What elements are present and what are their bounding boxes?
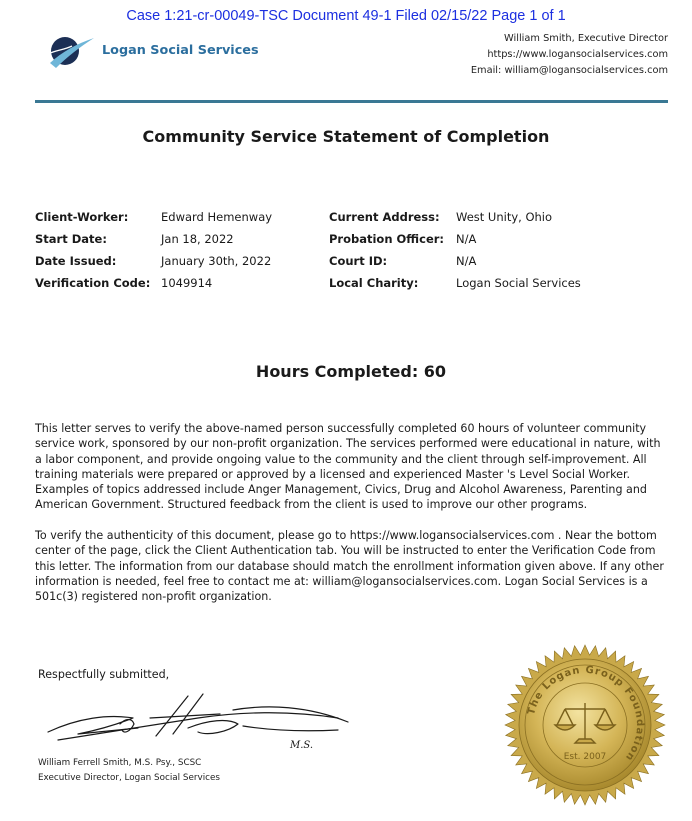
- field-value-court-id: N/A: [456, 254, 477, 268]
- closing-line: Respectfully submitted,: [38, 668, 170, 681]
- contact-website: https://www.logansocialservices.com: [487, 49, 668, 60]
- verification-paragraph: This letter serves to verify the above-named person successfully completed 60 hours of volunteer community service work, sponsored by our non-profit organization. The services performed were educational in nature, with a labor component, and provide ongoing value to the community and the client through self-improvement. All training materials were prepared or approved by a licensed and experienced Master 's Level Social Worker. Examples of topics addressed include Anger Management, Civics, Drug and Alcohol Awareness, Parenting and American Government. Structured feedback from the client is used to improve our other programs.: [35, 422, 661, 512]
- field-value-probation-officer: N/A: [456, 232, 477, 246]
- logo-icon: [46, 30, 96, 70]
- field-value-local-charity: Logan Social Services: [456, 276, 581, 290]
- field-label-probation-officer: Probation Officer:: [329, 232, 445, 246]
- field-label-start-date: Start Date:: [35, 232, 107, 246]
- field-value-start-date: Jan 18, 2022: [161, 232, 234, 246]
- hours-completed: Hours Completed: 60: [255, 362, 447, 381]
- contact-email: Email: william@logansocialservices.com: [470, 65, 668, 76]
- document-title: Community Service Statement of Completion: [142, 127, 550, 146]
- field-value-date-issued: January 30th, 2022: [161, 254, 272, 268]
- gold-seal: [503, 643, 667, 807]
- signer-name: William Ferrell Smith, M.S. Psy., SCSC: [38, 758, 202, 768]
- field-label-verification-code: Verification Code:: [35, 276, 151, 290]
- signer-title: Executive Director, Logan Social Services: [38, 773, 221, 783]
- contact-block: [471, 31, 668, 79]
- field-label-local-charity: Local Charity:: [329, 276, 419, 290]
- seal-ring-text: The Logan Group Foundation: [526, 664, 646, 764]
- seal-est-text: Est. 2007: [563, 752, 607, 762]
- header-divider: [35, 100, 668, 103]
- field-value-current-address: West Unity, Ohio: [456, 210, 553, 224]
- signature-image: [38, 688, 358, 758]
- signature-initials: M.S.: [290, 740, 314, 751]
- org-name: Logan Social Services: [102, 43, 259, 58]
- authenticity-paragraph: To verify the authenticity of this document, please go to https://www.logansocialservices.com . Near the bottom center of the page, click the Client Authentication tab. You will be instructed to enter the Verification Code from this letter. The information from our database should match the enrollment information given above. If any other information is needed, feel free to contact me at: william@logansocialservices.com. Logan Social Services is a 501c(3) registered non-profit organization.: [35, 529, 664, 604]
- field-value-client-worker: Edward Hemenway: [161, 210, 273, 224]
- contact-name: William Smith, Executive Director: [504, 33, 668, 44]
- field-label-client-worker: Client-Worker:: [35, 210, 129, 224]
- court-filing-header: Case 1:21-cr-00049-TSC Document 49-1 Filed 02/15/22 Page 1 of 1: [126, 8, 566, 24]
- field-label-date-issued: Date Issued:: [35, 254, 117, 268]
- field-value-verification-code: 1049914: [161, 276, 213, 290]
- field-label-court-id: Court ID:: [329, 254, 388, 268]
- field-label-current-address: Current Address:: [329, 210, 440, 224]
